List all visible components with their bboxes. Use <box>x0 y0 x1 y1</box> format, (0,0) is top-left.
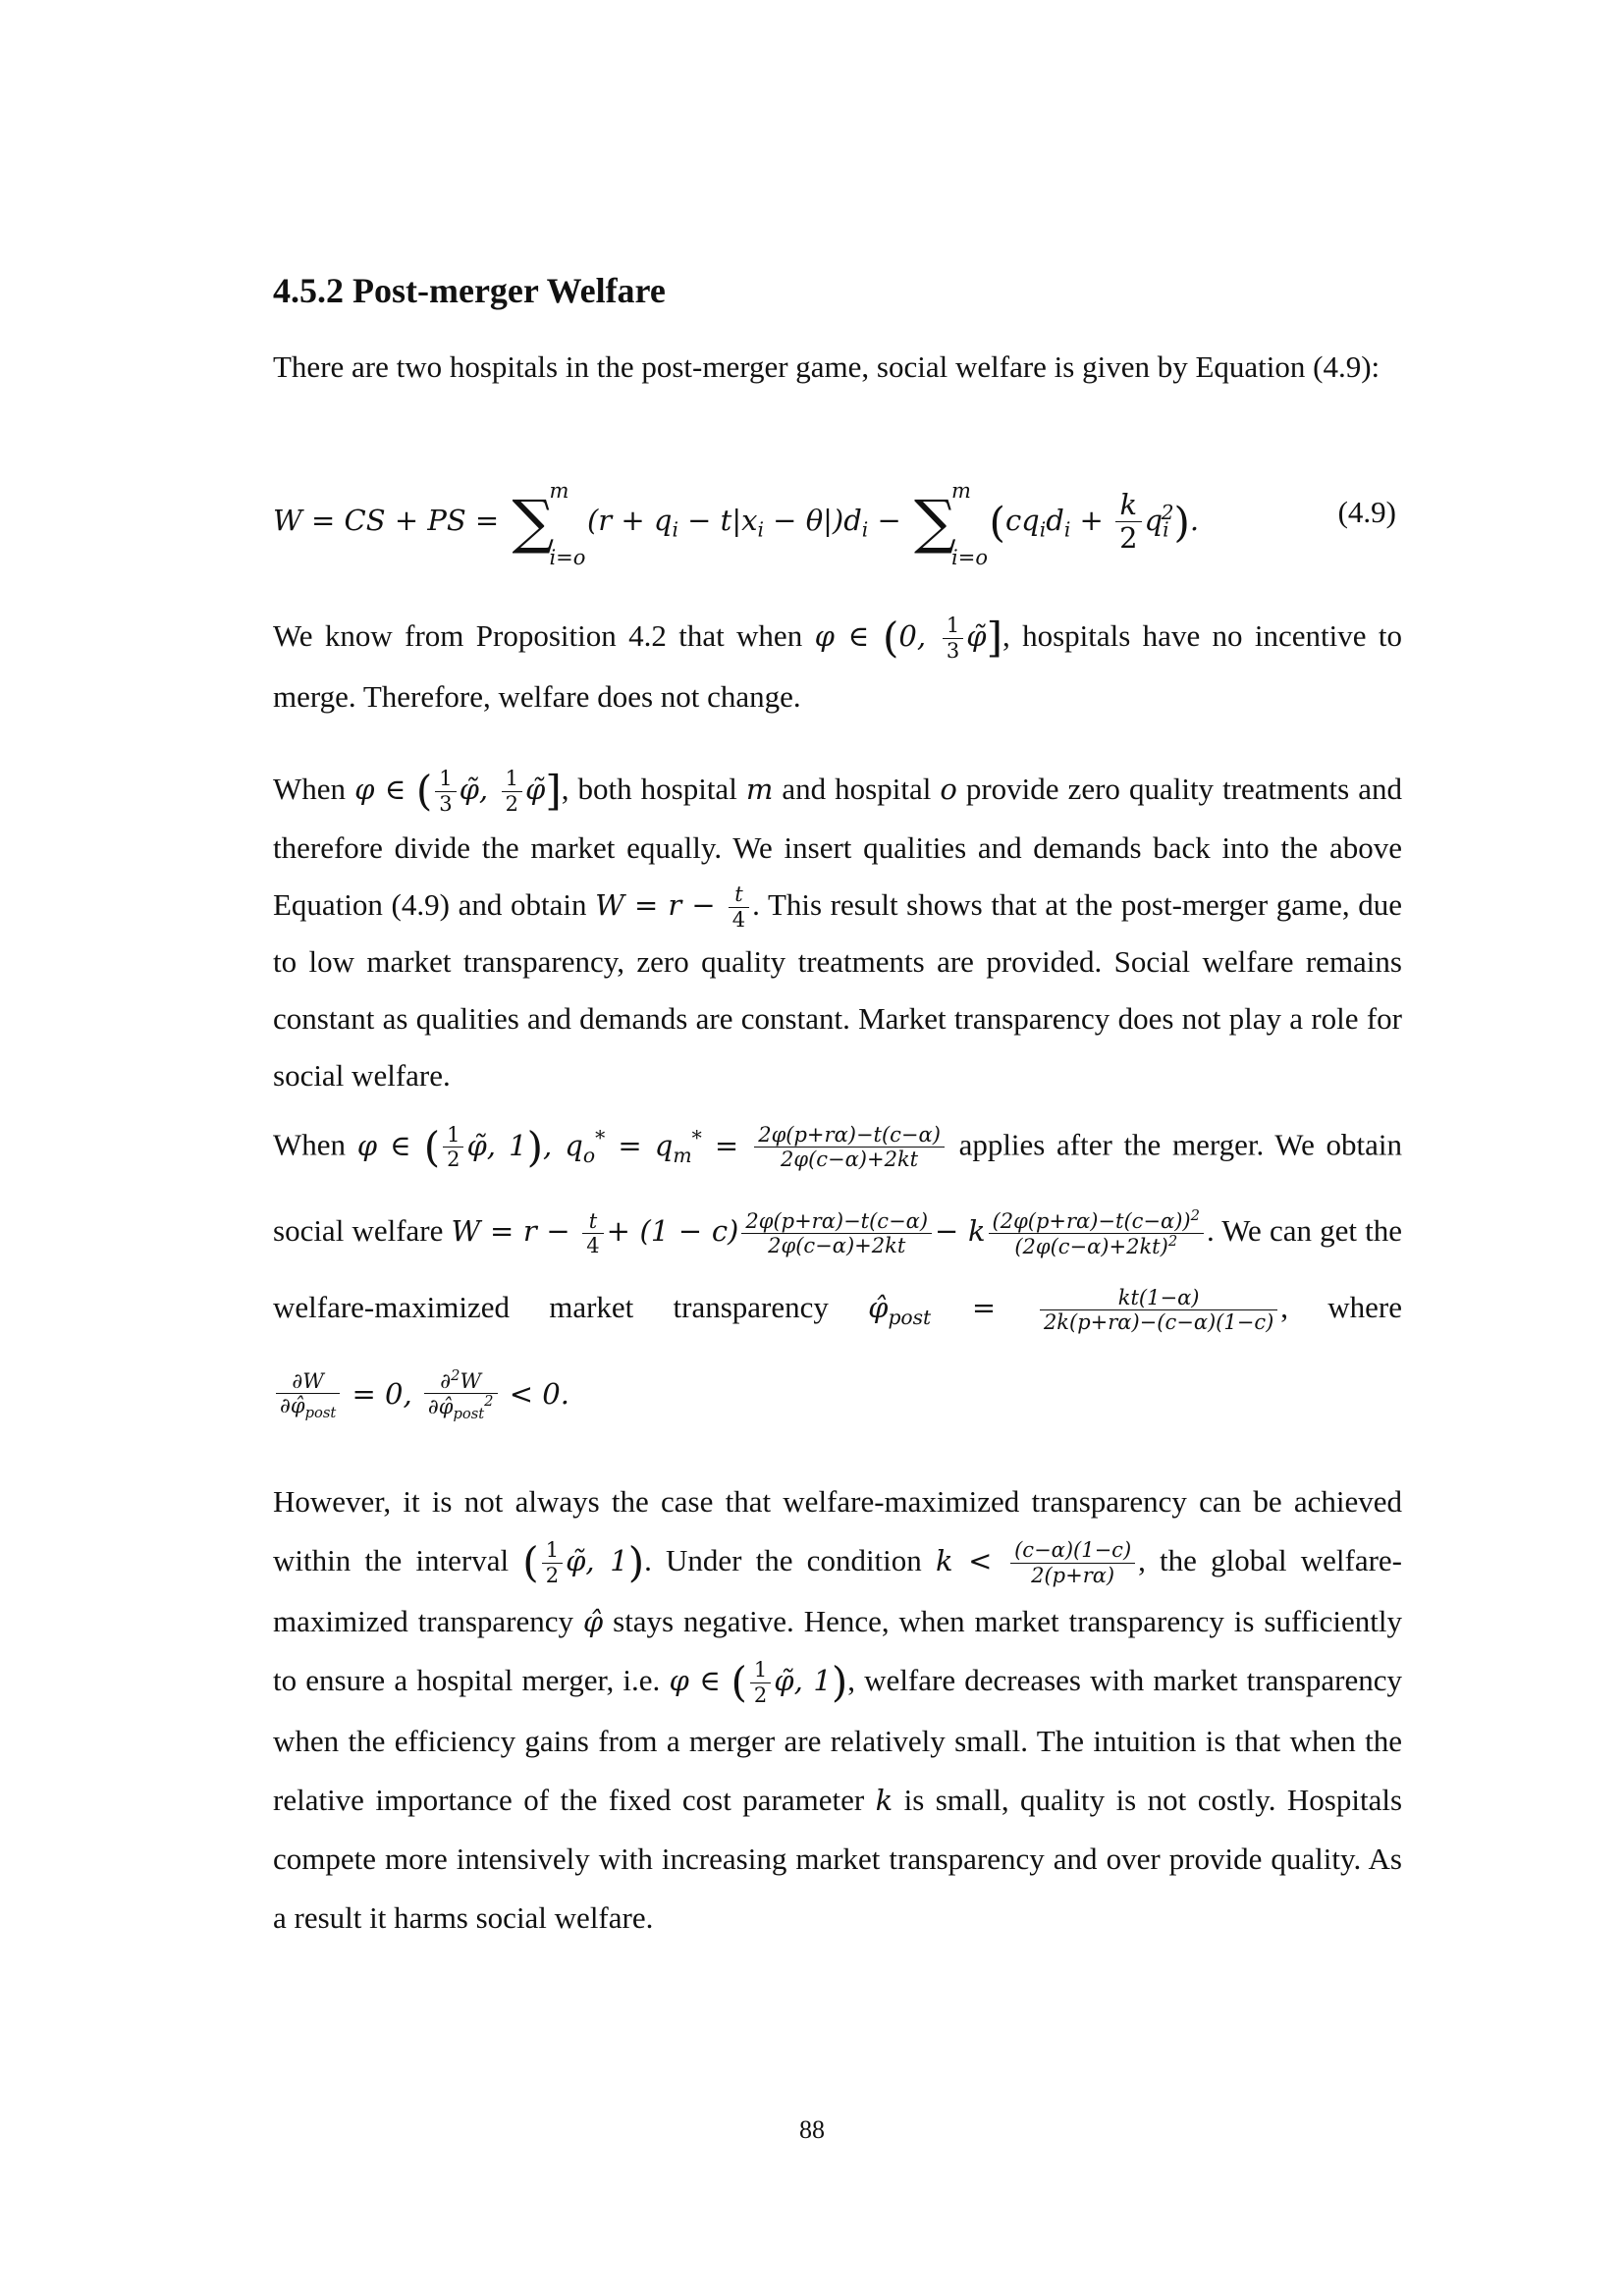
interval-half-one-b: ( $\frac{1}{2}$ φ̃, 1) <box>522 1538 645 1587</box>
phi-hat-post: $\varphî_{post}$ = $\frac{kt(1-\alpha)}{2k(p+r\alpha)-(c-\alpha)(1-c)}$ <box>868 1291 1280 1324</box>
condition-k: k < $\frac{(c-\alpha)(1-c)}{2(p+r\alpha)}$ <box>936 1544 1138 1577</box>
interval-third-half: φ ∈ ( $\frac{1}{3}$ φ̃, $\frac{1}{2}$ φ̃] <box>354 767 562 816</box>
equation-4-9 <box>273 469 1402 569</box>
paragraph-welfare-max: When φ ∈ ( $\frac{1}{2}$ φ̃, 1), $q_o^* = q_m^*$ = $\frac{2\varphi(p+r\alpha)-t(c-\alpha)}{2\varphi(c-\alpha)+2kt}$ applies after the merger. We obtain social welfare W = r − $\frac{t}{4}$ + (1 − c) $\frac{2\varphi(p+r\alpha)-t(c-\alpha)}{2\varphi(c-\alpha)+2kt}$ − k $\frac{(2\varphi(p+r\alpha)-t(c-\alpha))^2}{(2\varphi(c-\alpha)+2kt)^2}$ . We can get the welfare-maximized market transparency $\varphî_{post}$ = $\frac{kt(1-\alpha)}{2k(p+r\alpha)-(c-\alpha)(1-c)}$ , where $\frac{\partial W}{\partial\varphî_{post}}$ = 0, $\frac{\partial^2W}{\partial\varphî_{post}^2}$ < 0. <box>273 1122 1403 1423</box>
interval-0-third: φ ∈ (0, $\frac{1}{3}$ φ̃] <box>814 614 1002 663</box>
first-second-order-conditions: $\frac{\partial W}{\partial\varphî_{post}}$ = 0, $\frac{\partial^2W}{\partial\varphî_{post}^2}$ < 0. <box>273 1377 569 1411</box>
welfare-r-minus-t4: W = r − $\frac{t}{4}$ <box>595 888 752 922</box>
section-heading: 4.5.2 Post-merger Welfare <box>273 271 666 310</box>
interval-half-one-c: φ ∈ ( $\frac{1}{2}$ φ̃, 1) <box>669 1658 848 1707</box>
equation-body: W = CS + PS = ∑ m i=o $(r + q_i - t|x_i - \theta|)d_i$ − ∑ m i=o ($cq_id_i$ + $\frac{k}{2}$ $q_i^2$). <box>273 478 1200 569</box>
welfare-expression: W = r − $\frac{t}{4}$ + (1 − c) $\frac{2\varphi(p+r\alpha)-t(c-\alpha)}{2\varphi(c-\alpha)+2kt}$ − k $\frac{(2\varphi(p+r\alpha)-t(c-\alpha))^2}{(2\varphi(c-\alpha)+2kt)^2}$ <box>452 1214 1207 1248</box>
page-number: 88 <box>799 2115 825 2144</box>
paragraph-intro: There are two hospitals in the post-merger game, social welfare is given by Equation (4.9): <box>273 349 1380 384</box>
interval-half-one: φ ∈ ( $\frac{1}{2}$ φ̃, 1), $q_o^* = q_m^*$ = $\frac{2\varphi(p+r\alpha)-t(c-\alpha)}{2\varphi(c-\alpha)+2kt}$ <box>357 1129 947 1162</box>
equation-tag: (4.9) <box>1337 495 1396 529</box>
paragraph-zero-quality: When φ ∈ ( $\frac{1}{3}$ φ̃, $\frac{1}{2}$ φ̃], both hospital m and hospital o provide zero quality treatments and therefore divide the market equally. We insert qualities and demands back into the above Equation (4.9) and obtain W = r − $\frac{t}{4}$ . This result shows that at the post-merger game, due to low market transparency, zero quality treatments are provided. Social welfare remains constant as qualities and demands are constant. Market transparency does not play a role for social welfare. <box>273 767 1403 1093</box>
paragraph-conclusion: However, it is not always the case that welfare-maximized transparency can be achieved within the interval ( $\frac{1}{2}$ φ̃, 1). Under the condition k < $\frac{(c-\alpha)(1-c)}{2(p+r\alpha)}$ , the global welfare-maximized transparency φ̂ stays negative. Hence, when market transparency is sufficiently to ensure a hospital merger, i.e. φ ∈ ( $\frac{1}{2}$ φ̃, 1), welfare decreases with market transparency when the efficiency gains from a merger are relatively small. The intuition is that when the relative importance of the fixed cost parameter k is small, quality is not costly. Hospitals compete more intensively with increasing market transparency and over provide quality. As a result it harms social welfare. <box>273 1484 1403 1935</box>
paragraph-proposition: We know from Proposition 4.2 that when φ ∈ (0, $\frac{1}{3}$ φ̃], hospitals have no incentive to merge. Therefore, welfare does not change. <box>273 614 1403 714</box>
fraction-k-over-2: $\frac{k}{2}$ <box>1115 489 1141 556</box>
sum-symbol-1: ∑ m i=o <box>512 478 586 569</box>
sum-symbol-2: ∑ m i=o <box>914 478 989 569</box>
